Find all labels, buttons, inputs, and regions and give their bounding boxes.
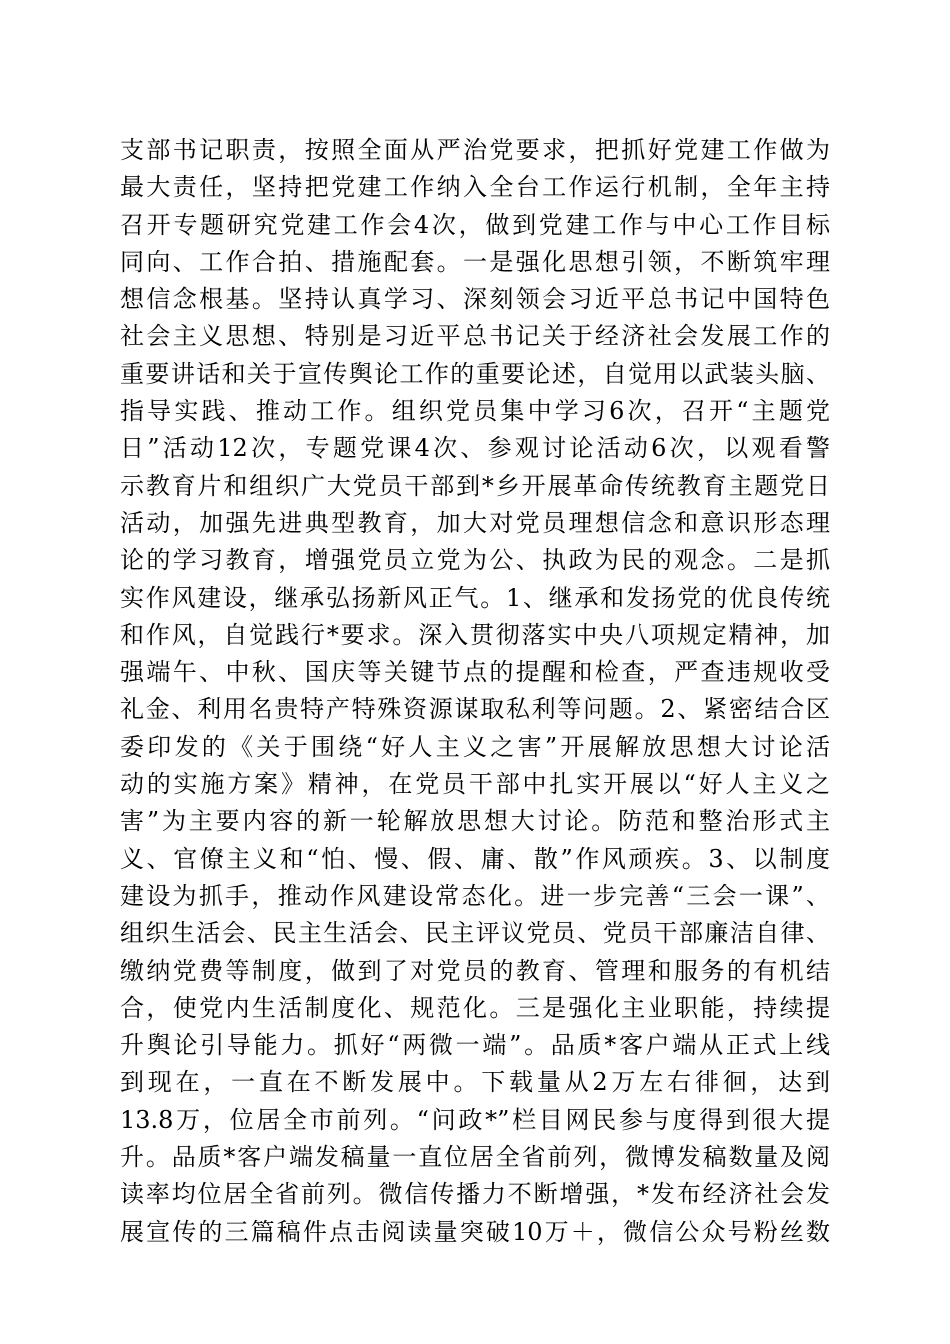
text-line: 最大责任，坚持把党建工作纳入全台工作运行机制，全年主持 <box>120 173 830 202</box>
text-line: 日”活动12次，专题党课4次、参观讨论活动6次，以观看警 <box>120 434 830 463</box>
text-line: 实作风建设，继承弘扬新风正气。1、继承和发扬党的优良传统 <box>120 583 830 612</box>
text-line: 读率均位居全省前列。微信传播力不断增强，*发布经济社会发 <box>120 1180 830 1209</box>
text-line: 升。品质*客户端发稿量一直位居全省前列，微博发稿数量及阅 <box>120 1143 830 1172</box>
text-line: 礼金、利用名贵特产特殊资源谋取私利等问题。2、紧密结合区 <box>120 695 830 724</box>
text-line: 合，使党内生活制度化、规范化。三是强化主业职能，持续提 <box>120 993 830 1022</box>
text-line: 活动，加强先进典型教育，加大对党员理想信念和意识形态理 <box>120 508 830 537</box>
text-line: 展宣传的三篇稿件点击阅读量突破10万＋，微信公众号粉丝数 <box>120 1217 830 1246</box>
text-line: 到现在，一直在不断发展中。下载量从2万左右徘徊，达到 <box>120 1068 830 1097</box>
text-line: 动的实施方案》精神，在党员干部中扎实开展以“好人主义之 <box>120 770 830 799</box>
text-line: 建设为抓手，推动作风建设常态化。进一步完善“三会一课”、 <box>120 881 830 910</box>
text-line: 示教育片和组织广大党员干部到*乡开展革命传统教育主题党日 <box>120 471 830 500</box>
text-line: 重要讲话和关于宣传舆论工作的重要论述，自觉用以武装头脑、 <box>120 359 830 388</box>
text-line: 强端午、中秋、国庆等关键节点的提醒和检查，严查违规收受 <box>120 658 830 687</box>
text-line: 升舆论引导能力。抓好“两微一端”。品质*客户端从正式上线 <box>120 1031 830 1060</box>
text-line: 组织生活会、民主生活会、民主评议党员、党员干部廉洁自律、 <box>120 919 830 948</box>
text-line: 害”为主要内容的新一轮解放思想大讨论。防范和整治形式主 <box>120 807 830 836</box>
text-line: 义、官僚主义和“怕、慢、假、庸、散”作风顽疾。3、以制度 <box>120 844 830 873</box>
text-line: 想信念根基。坚持认真学习、深刻领会习近平总书记中国特色 <box>120 285 830 314</box>
text-line: 召开专题研究党建工作会4次，做到党建工作与中心工作目标 <box>120 210 830 239</box>
body-text <box>120 132 830 1251</box>
text-line: 支部书记职责，按照全面从严治党要求，把抓好党建工作做为 <box>120 136 830 164</box>
text-line: 13.8万，位居全市前列。“问政*”栏目网民参与度得到很大提 <box>120 1105 830 1134</box>
text-line: 同向、工作合拍、措施配套。一是强化思想引领，不断筑牢理 <box>120 247 830 276</box>
text-line: 指导实践、推动工作。组织党员集中学习6次，召开“主题党 <box>120 397 830 426</box>
text-line: 和作风，自觉践行*要求。深入贯彻落实中央八项规定精神，加 <box>120 620 830 649</box>
text-line: 委印发的《关于围绕“好人主义之害”开展解放思想大讨论活 <box>120 732 830 761</box>
text-line: 缴纳党费等制度，做到了对党员的教育、管理和服务的有机结 <box>120 956 830 985</box>
text-line: 社会主义思想、特别是习近平总书记关于经济社会发展工作的 <box>120 322 830 351</box>
text-line: 论的学习教育，增强党员立党为公、执政为民的观念。二是抓 <box>120 546 830 575</box>
